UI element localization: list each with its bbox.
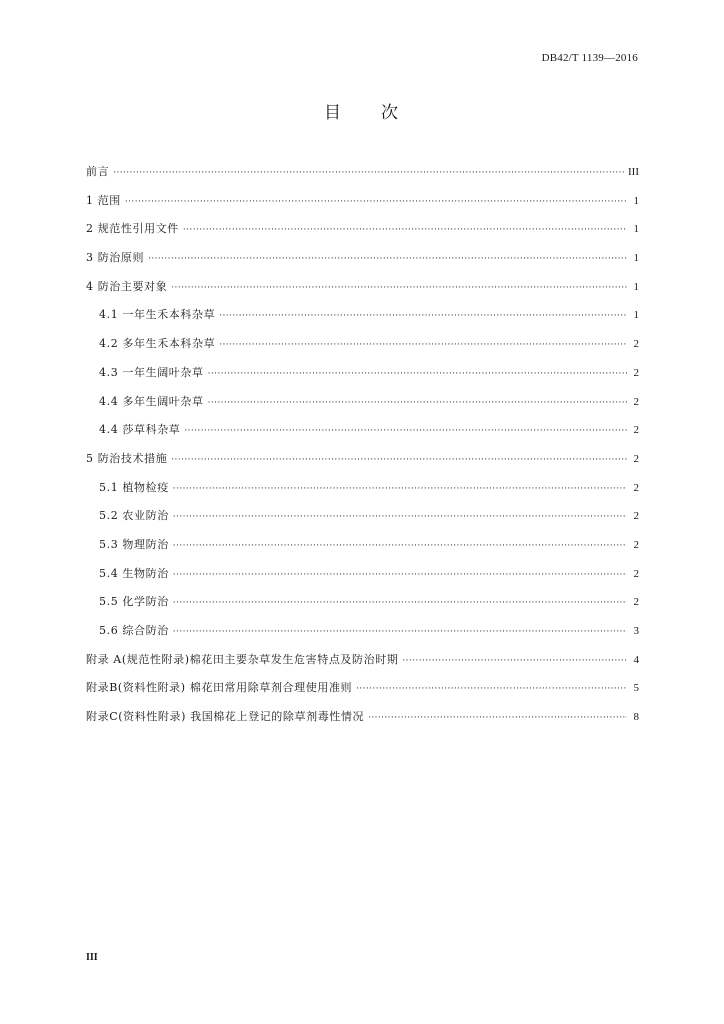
- toc-dot-leader: [219, 340, 627, 350]
- toc-entry-page[interactable]: 2: [633, 338, 639, 351]
- toc-entry-label[interactable]: 前言: [86, 165, 110, 178]
- toc-entry-label[interactable]: 5.4 生物防治: [99, 566, 169, 580]
- toc-entry[interactable]: [86, 507, 639, 536]
- toc-entry-label[interactable]: 5.3 物理防治: [99, 537, 169, 551]
- toc-entry-page[interactable]: 2: [633, 567, 639, 580]
- toc-dot-leader: [208, 398, 627, 408]
- toc-dot-leader: [173, 627, 627, 637]
- title-char-1: 目: [324, 103, 343, 123]
- toc-entry-label[interactable]: 1 范围: [86, 193, 121, 207]
- toc-entry-label[interactable]: 5.5 化学防治: [99, 595, 169, 609]
- toc-entry-page[interactable]: III: [628, 166, 639, 178]
- toc-entry-label[interactable]: 4.3 一年生阔叶杂草: [99, 365, 204, 379]
- toc-entry[interactable]: [86, 565, 639, 594]
- toc-dot-leader: [183, 225, 627, 235]
- toc-entry-page[interactable]: 2: [633, 366, 639, 379]
- toc-entry-page[interactable]: 2: [633, 395, 639, 408]
- toc-entry-label[interactable]: 4 防治主要对象: [86, 279, 168, 293]
- toc-entry[interactable]: [86, 679, 639, 708]
- toc-dot-leader: [368, 713, 627, 723]
- toc-entry-page[interactable]: 2: [633, 538, 639, 551]
- toc-dot-leader: [356, 684, 627, 694]
- toc-entry[interactable]: [86, 622, 639, 651]
- toc-entry-page[interactable]: 5: [633, 682, 639, 695]
- toc-entry-page[interactable]: 2: [633, 481, 639, 494]
- toc-entry-page[interactable]: 8: [633, 711, 639, 724]
- toc-entry-label[interactable]: 5.2 农业防治: [99, 509, 169, 523]
- toc-entry[interactable]: [86, 593, 639, 622]
- toc-entry-label[interactable]: 5.1 植物检疫: [99, 480, 169, 494]
- toc-entry[interactable]: [86, 306, 639, 335]
- page-title: [0, 98, 724, 123]
- toc-entry-page[interactable]: 1: [633, 194, 639, 207]
- toc-dot-leader: [113, 168, 626, 178]
- toc-entry[interactable]: [86, 450, 639, 479]
- toc-entry-label[interactable]: 3 防治原则: [86, 251, 145, 265]
- toc-dot-leader: [173, 512, 627, 522]
- page-number: III: [86, 952, 98, 963]
- title-char-2: 次: [381, 103, 400, 123]
- toc-entry[interactable]: [86, 393, 639, 422]
- toc-dot-leader: [173, 598, 627, 608]
- toc-dot-leader: [173, 541, 627, 551]
- standard-code: DB42/T 1139—2016: [541, 52, 638, 64]
- toc-entry-label[interactable]: 4.2 多年生禾本科杂草: [99, 337, 216, 351]
- toc-dot-leader: [173, 570, 627, 580]
- toc-entry-label[interactable]: 附录 A(规范性附录)棉花田主要杂草发生危害特点及防治时期: [86, 652, 399, 666]
- toc-dot-leader: [184, 426, 627, 436]
- toc-dot-leader: [208, 369, 627, 379]
- toc-entry-label[interactable]: 附录C(资料性附录) 我国棉花上登记的除草剂毒性情况: [86, 710, 365, 724]
- toc-entry[interactable]: [86, 249, 639, 278]
- toc-entry[interactable]: [86, 192, 639, 221]
- toc-entry-page[interactable]: 1: [633, 309, 639, 322]
- toc-dot-leader: [171, 455, 627, 465]
- toc-entry-label[interactable]: 4.4 多年生阔叶杂草: [99, 394, 204, 408]
- toc-entry[interactable]: [86, 421, 639, 450]
- toc-entry-label[interactable]: 5.6 综合防治: [99, 624, 169, 637]
- table-of-contents: [86, 163, 639, 737]
- toc-dot-leader: [173, 484, 627, 494]
- toc-entry-page[interactable]: 2: [633, 510, 639, 523]
- toc-entry-label[interactable]: 附录B(资料性附录) 棉花田常用除草剂合理使用准则: [86, 681, 353, 695]
- toc-entry-page[interactable]: 1: [633, 280, 639, 293]
- toc-entry-page[interactable]: 1: [633, 252, 639, 265]
- toc-entry-label[interactable]: 4.4 莎草科杂草: [99, 423, 181, 437]
- toc-entry[interactable]: [86, 708, 639, 737]
- toc-entry-page[interactable]: 3: [633, 625, 639, 637]
- toc-entry[interactable]: [86, 479, 639, 508]
- toc-entry[interactable]: [86, 651, 639, 680]
- toc-entry[interactable]: [86, 220, 639, 249]
- toc-dot-leader: [125, 197, 627, 207]
- toc-entry[interactable]: [86, 536, 639, 565]
- toc-entry-page[interactable]: 1: [633, 223, 639, 236]
- toc-entry-label[interactable]: 2 规范性引用文件: [86, 222, 179, 236]
- toc-dot-leader: [219, 311, 627, 321]
- toc-entry-page[interactable]: 2: [633, 452, 639, 465]
- toc-entry[interactable]: [86, 335, 639, 364]
- toc-entry-page[interactable]: 2: [633, 596, 639, 609]
- toc-entry-page[interactable]: 4: [633, 653, 639, 666]
- toc-entry-page[interactable]: 2: [633, 424, 639, 437]
- toc-entry[interactable]: [86, 364, 639, 393]
- toc-dot-leader: [171, 283, 627, 293]
- toc-dot-leader: [402, 656, 627, 666]
- toc-entry-label[interactable]: 4.1 一年生禾本科杂草: [99, 308, 216, 322]
- toc-entry[interactable]: [86, 163, 639, 192]
- toc-entry[interactable]: [86, 278, 639, 307]
- toc-dot-leader: [148, 254, 627, 264]
- toc-entry-label[interactable]: 5 防治技术措施: [86, 451, 168, 465]
